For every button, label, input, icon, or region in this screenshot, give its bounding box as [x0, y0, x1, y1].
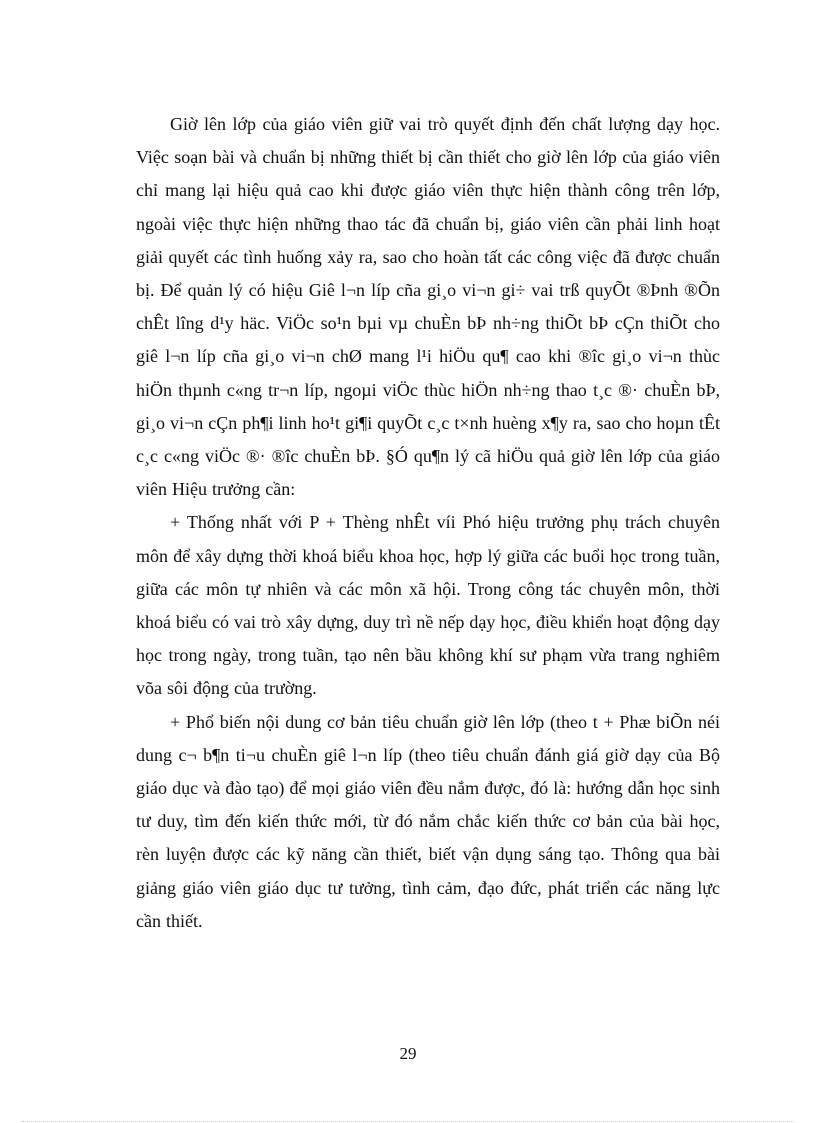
paragraph-1: Giờ lên lớp của giáo viên giữ vai trò quyết định đến chất lượng dạy học. Việc soạn bài và chuẩn bị những thiết bị cần thiết cho giờ lên lớp của giáo viên chỉ mang lại hiệu quả cao khi được giáo viên thực hiện thành công trên lớp, ngoài việc thực hiện những thao tác đã chuẩn bị, giáo viên cần phải linh hoạt giải quyết các tình huống xảy ra, sao cho hoàn tất các công việc đã được chuẩn bị. Để quản lý có hiệu Giê l¬n líp cña gi¸o vi¬n gi÷ vai trß quyÕt ®Þnh ®Õn chÊt lîng d¹y häc. ViÖc so¹n bµi vµ chuÈn bÞ nh÷ng thiÕt bÞ cÇn thiÕt cho giê l¬n líp cña gi¸o vi¬n chØ mang l¹i hiÖu qu¶ cao khi ®îc gi¸o vi¬n thùc hiÖn thµnh c«ng tr¬n líp, ngoµi viÖc thùc hiÖn nh÷ng thao t¸c ®· chuÈn bÞ, gi¸o vi¬n cÇn ph¶i linh ho¹t gi¶i quyÕt c¸c t×nh huèng x¶y ra, sao cho hoµn tÊt c¸c c«ng viÖc ®· ®îc chuÈn bÞ. §Ó qu¶n lý cã hiÖu quả giờ lên lớp của giáo viên Hiệu trưởng cần: — [136, 114, 720, 500]
paragraph-3: + Phổ biến nội dung cơ bản tiêu chuẩn giờ lên lớp (theo t + Phæ biÕn néi dung c¬ b¶n ti¬u chuÈn giê l¬n líp (theo tiêu chuẩn đánh giá giờ dạy của Bộ giáo dục và đào tạo) để mọi giáo viên đều nắm được, đó là: hướng dẫn học sinh tư duy, tìm đến kiến thức mới, từ đó nắm chắc kiến thức cơ bản của bài học, rèn luyện được các kỹ năng cần thiết, biết vận dụng sáng tạo. Thông qua bài giảng giáo viên giáo dục tư tưởng, tình cảm, đạo đức, phát triển các năng lực cần thiết. — [136, 711, 720, 931]
paragraph-2: + Thống nhất với P + Thèng nhÊt víi Phó hiệu trưởng phụ trách chuyên môn để xây dựng thời khoá biểu khoa học, hợp lý giữa các buổi học trong tuần, giữa các môn tự nhiên và các môn xã hội. Trong công tác chuyên môn, thời khoá biểu có vai trò xây dựng, duy trì nề nếp dạy học, điều khiển hoạt động dạy học trong ngày, trong tuần, tạo nên bầu không khí sư phạm vừa trang nghiêm võa sôi động của trường. — [136, 512, 720, 699]
page-number: 29 — [399, 1044, 417, 1063]
body-text — [136, 108, 720, 938]
footer-divider — [22, 1121, 794, 1122]
